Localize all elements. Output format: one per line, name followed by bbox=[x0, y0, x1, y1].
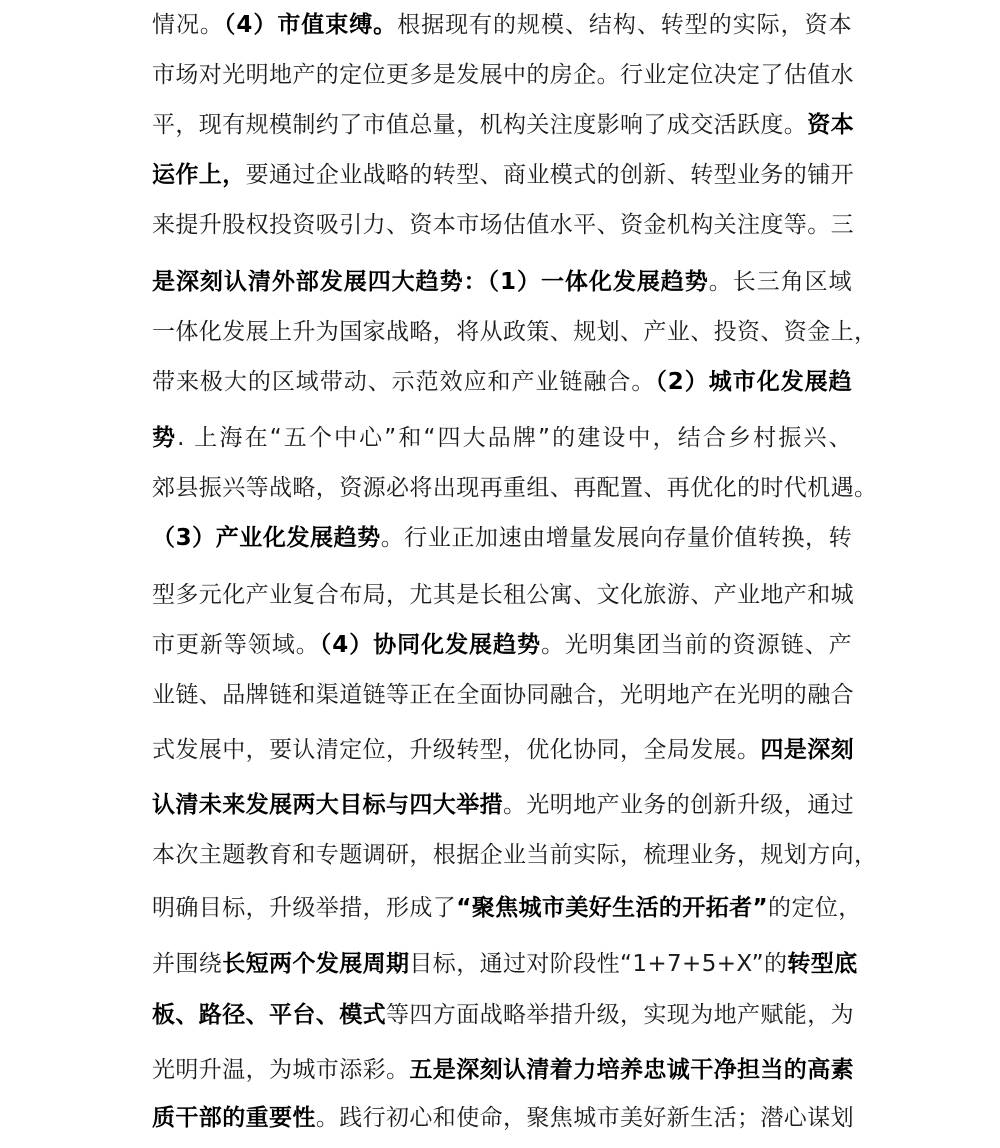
text-run: 目标，通过对阶段性“1+7+5+X”的 bbox=[409, 951, 788, 977]
text-line bbox=[152, 518, 852, 558]
bold-text-run: 是深刻认清外部发展四大趋势：（1）一体化发展趋势 bbox=[152, 269, 709, 295]
text-run: 光明升温，为城市添彩。 bbox=[152, 1057, 410, 1083]
text-run: 要通过企业战略的转型、商业模式的创新、转型业务的铺开 bbox=[245, 162, 855, 188]
text-line bbox=[152, 468, 878, 508]
text-line bbox=[152, 730, 855, 770]
text-line bbox=[152, 55, 852, 95]
text-line bbox=[152, 575, 852, 615]
text-run: 本次主题教育和专题调研，根据企业当前实际，梳理业务，规划方向， bbox=[152, 842, 878, 868]
text-run: 根据现有的规模、结构、转型的实际，资本 bbox=[397, 12, 852, 38]
bold-text-run: 板、路径、平台、模式 bbox=[152, 1002, 386, 1028]
text-line bbox=[152, 205, 852, 245]
text-run: 郊县振兴等战略，资源必将出现再重组、再配置、再优化的时代机遇。 bbox=[152, 475, 878, 501]
bold-text-run: 长短两个发展周期 bbox=[222, 951, 410, 977]
text-line bbox=[152, 1050, 855, 1090]
bold-text-run: 资本 bbox=[807, 112, 855, 138]
text-run: 型多元化产业复合布局，尤其是长租公寓、文化旅游、产业地产和城 bbox=[152, 582, 854, 608]
text-line bbox=[152, 5, 852, 45]
text-line bbox=[152, 888, 862, 928]
text-run: 市场对光明地产的定位更多是发展中的房企。行业定位决定了估值水 bbox=[152, 62, 854, 88]
bold-text-run: 五是深刻认清着力培养忠诚干净担当的高素 bbox=[409, 1057, 855, 1083]
text-run: 并围绕 bbox=[152, 951, 223, 977]
text-run: 情况。 bbox=[152, 12, 224, 38]
bold-text-run: 认清未来发展两大目标与四大举措 bbox=[152, 792, 503, 818]
bold-text-run: 势 bbox=[152, 425, 178, 451]
text-run: 的定位， bbox=[768, 895, 862, 921]
bold-text-run: 质干部的重要性 bbox=[152, 1105, 316, 1131]
text-run: . 上海在“五个中心”和“四大品牌”的建设中，结合乡村振兴、 bbox=[177, 425, 852, 451]
text-line bbox=[152, 1098, 855, 1138]
text-run: 。长三角区域 bbox=[708, 269, 852, 295]
text-run: 式发展中，要认清定位，升级转型，优化协同，全局发展。 bbox=[152, 737, 761, 763]
text-line bbox=[152, 944, 858, 984]
bold-text-run: （3）产业化发展趋势 bbox=[152, 525, 381, 551]
text-line bbox=[152, 155, 855, 195]
bold-text-run: 运作上， bbox=[152, 162, 246, 188]
text-run: 等四方面战略举措升级，实现为地产赋能，为 bbox=[386, 1002, 854, 1028]
text-run: 。行业正加速由增量发展向存量价值转换，转 bbox=[380, 525, 852, 551]
bold-text-run: 转型底 bbox=[787, 951, 858, 977]
text-run: 平，现有规模制约了市值总量，机构关注度影响了成交活跃度。 bbox=[152, 112, 808, 138]
text-run: 来提升股权投资吸引力、资本市场估值水平、资金机构关注度等。三 bbox=[152, 212, 854, 238]
text-line bbox=[152, 105, 855, 145]
text-line bbox=[152, 785, 852, 825]
text-line bbox=[152, 625, 852, 665]
text-run: 业链、品牌链和渠道链等正在全面协同融合，光明地产在光明的融合 bbox=[152, 682, 854, 708]
text-run: 。践行初心和使命，聚焦城市美好新生活；潜心谋划 bbox=[315, 1105, 855, 1131]
text-line bbox=[152, 362, 852, 402]
bold-text-run: 四是深刻 bbox=[760, 737, 855, 763]
bold-text-run: “聚焦城市美好生活的开拓者” bbox=[456, 895, 769, 921]
text-run: 。光明集团当前的资源链、产 bbox=[540, 632, 852, 658]
bold-text-run: （4）市值束缚。 bbox=[223, 12, 398, 38]
text-run: 市更新等领域。 bbox=[152, 632, 320, 658]
text-run: 。光明地产业务的创新升级，通过 bbox=[503, 792, 854, 818]
text-line bbox=[152, 995, 852, 1035]
bold-text-run: （2）城市化发展趋 bbox=[655, 369, 852, 395]
text-line bbox=[152, 312, 878, 352]
text-run: 一体化发展上升为国家战略，将从政策、规划、产业、投资、资金上， bbox=[152, 319, 878, 345]
text-line bbox=[152, 418, 852, 458]
text-line bbox=[152, 835, 878, 875]
text-line bbox=[152, 262, 852, 302]
text-run: 明确目标，升级举措，形成了 bbox=[152, 895, 457, 921]
bold-text-run: （4）协同化发展趋势 bbox=[319, 632, 541, 658]
text-run: 带来极大的区域带动、示范效应和产业链融合。 bbox=[152, 369, 656, 395]
text-line bbox=[152, 675, 852, 715]
